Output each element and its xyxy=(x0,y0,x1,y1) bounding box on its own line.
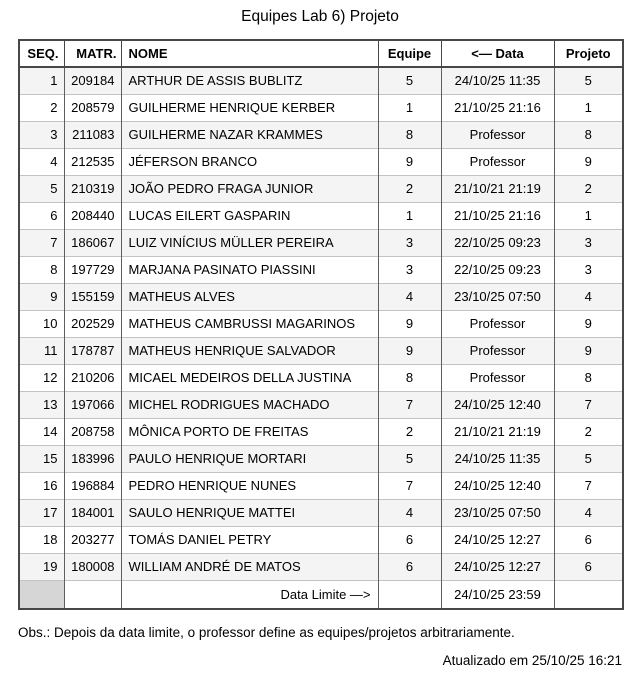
nome-cell: LUCAS EILERT GASPARIN xyxy=(121,202,378,229)
nome-cell: MATHEUS CAMBRUSSI MAGARINOS xyxy=(121,310,378,337)
projeto-cell: 6 xyxy=(554,526,623,553)
equipe-cell: 8 xyxy=(378,121,441,148)
seq-cell: 5 xyxy=(19,175,64,202)
equipe-cell: 5 xyxy=(378,67,441,94)
col-header-seq: SEQ. xyxy=(19,40,64,67)
projeto-cell: 9 xyxy=(554,337,623,364)
nome-cell: MICHEL RODRIGUES MACHADO xyxy=(121,391,378,418)
matr-cell: 209184 xyxy=(64,67,121,94)
data-cell: 24/10/25 11:35 xyxy=(441,67,554,94)
table-row xyxy=(19,499,623,526)
equipe-cell: 7 xyxy=(378,472,441,499)
seq-cell: 11 xyxy=(19,337,64,364)
data-cell: 23/10/25 07:50 xyxy=(441,283,554,310)
equipe-cell: 2 xyxy=(378,418,441,445)
equipe-cell: 5 xyxy=(378,445,441,472)
equipe-cell: 2 xyxy=(378,175,441,202)
table-row xyxy=(19,364,623,391)
footer-matr-cell xyxy=(64,580,121,609)
equipe-cell: 8 xyxy=(378,364,441,391)
matr-cell: 155159 xyxy=(64,283,121,310)
matr-cell: 183996 xyxy=(64,445,121,472)
nome-cell: MARJANA PASINATO PIASSINI xyxy=(121,256,378,283)
data-cell: Professor xyxy=(441,148,554,175)
projeto-cell: 9 xyxy=(554,148,623,175)
col-header-equipe: Equipe xyxy=(378,40,441,67)
seq-cell: 16 xyxy=(19,472,64,499)
table-row xyxy=(19,526,623,553)
matr-cell: 196884 xyxy=(64,472,121,499)
nome-cell: GUILHERME NAZAR KRAMMES xyxy=(121,121,378,148)
data-limite-row xyxy=(19,580,623,609)
projeto-cell: 8 xyxy=(554,364,623,391)
table-row xyxy=(19,337,623,364)
equipe-cell: 6 xyxy=(378,526,441,553)
matr-cell: 208579 xyxy=(64,94,121,121)
seq-cell: 4 xyxy=(19,148,64,175)
matr-cell: 186067 xyxy=(64,229,121,256)
seq-cell: 10 xyxy=(19,310,64,337)
data-cell: 21/10/25 21:16 xyxy=(441,94,554,121)
nome-cell: GUILHERME HENRIQUE KERBER xyxy=(121,94,378,121)
header-row xyxy=(19,40,623,67)
updated-timestamp: Atualizado em 25/10/25 16:21 xyxy=(442,653,622,668)
seq-cell: 7 xyxy=(19,229,64,256)
nome-cell: TOMÁS DANIEL PETRY xyxy=(121,526,378,553)
equipe-cell: 3 xyxy=(378,256,441,283)
nome-cell: MICAEL MEDEIROS DELLA JUSTINA xyxy=(121,364,378,391)
nome-cell: LUIZ VINÍCIUS MÜLLER PEREIRA xyxy=(121,229,378,256)
data-cell: 22/10/25 09:23 xyxy=(441,256,554,283)
projeto-cell: 2 xyxy=(554,175,623,202)
nome-cell: MATHEUS HENRIQUE SALVADOR xyxy=(121,337,378,364)
nome-cell: PEDRO HENRIQUE NUNES xyxy=(121,472,378,499)
matr-cell: 197729 xyxy=(64,256,121,283)
equipe-cell: 1 xyxy=(378,202,441,229)
projeto-cell: 7 xyxy=(554,391,623,418)
nome-cell: MÔNICA PORTO DE FREITAS xyxy=(121,418,378,445)
equipe-cell: 7 xyxy=(378,391,441,418)
data-cell: 24/10/25 12:40 xyxy=(441,391,554,418)
equipe-cell: 1 xyxy=(378,94,441,121)
table-row xyxy=(19,391,623,418)
projeto-cell: 4 xyxy=(554,283,623,310)
projeto-cell: 6 xyxy=(554,553,623,580)
table-row xyxy=(19,283,623,310)
seq-cell: 9 xyxy=(19,283,64,310)
nome-cell: MATHEUS ALVES xyxy=(121,283,378,310)
data-cell: 24/10/25 12:27 xyxy=(441,526,554,553)
matr-cell: 180008 xyxy=(64,553,121,580)
nome-cell: PAULO HENRIQUE MORTARI xyxy=(121,445,378,472)
data-cell: 23/10/25 07:50 xyxy=(441,499,554,526)
data-cell: 21/10/25 21:16 xyxy=(441,202,554,229)
seq-cell: 6 xyxy=(19,202,64,229)
table-row xyxy=(19,229,623,256)
data-cell: Professor xyxy=(441,310,554,337)
equipe-cell: 4 xyxy=(378,499,441,526)
data-cell: Professor xyxy=(441,121,554,148)
data-cell: 22/10/25 09:23 xyxy=(441,229,554,256)
col-header-projeto: Projeto xyxy=(554,40,623,67)
data-cell: 21/10/21 21:19 xyxy=(441,175,554,202)
projeto-cell: 3 xyxy=(554,229,623,256)
equipe-cell: 4 xyxy=(378,283,441,310)
nome-cell: JÉFERSON BRANCO xyxy=(121,148,378,175)
matr-cell: 212535 xyxy=(64,148,121,175)
equipe-cell: 6 xyxy=(378,553,441,580)
table-row xyxy=(19,67,623,94)
seq-cell: 17 xyxy=(19,499,64,526)
equipe-cell: 9 xyxy=(378,337,441,364)
seq-cell: 1 xyxy=(19,67,64,94)
table-row xyxy=(19,445,623,472)
page-title: Equipes Lab 6) Projeto xyxy=(241,8,399,25)
table-row xyxy=(19,175,623,202)
matr-cell: 184001 xyxy=(64,499,121,526)
nome-cell: JOÃO PEDRO FRAGA JUNIOR xyxy=(121,175,378,202)
data-cell: 24/10/25 11:35 xyxy=(441,445,554,472)
equipe-cell: 9 xyxy=(378,310,441,337)
projeto-cell: 5 xyxy=(554,67,623,94)
seq-cell: 14 xyxy=(19,418,64,445)
projeto-cell: 5 xyxy=(554,445,623,472)
projeto-cell: 1 xyxy=(554,94,623,121)
seq-cell: 18 xyxy=(19,526,64,553)
data-cell: Professor xyxy=(441,337,554,364)
table-row xyxy=(19,418,623,445)
equipe-cell: 9 xyxy=(378,148,441,175)
seq-cell: 3 xyxy=(19,121,64,148)
matr-cell: 202529 xyxy=(64,310,121,337)
equipe-cell: 3 xyxy=(378,229,441,256)
col-header-data: <— Data xyxy=(441,40,554,67)
footer-label-cell: Data Limite —> xyxy=(121,580,378,609)
projeto-cell: 9 xyxy=(554,310,623,337)
col-header-nome: NOME xyxy=(121,40,378,67)
footer-seq-cell xyxy=(19,580,64,609)
footer-equipe-cell xyxy=(378,580,441,609)
table-row xyxy=(19,148,623,175)
projeto-cell: 4 xyxy=(554,499,623,526)
matr-cell: 197066 xyxy=(64,391,121,418)
seq-cell: 12 xyxy=(19,364,64,391)
obs-note: Obs.: Depois da data limite, o professor define as equipes/projetos arbitrariamente. xyxy=(18,625,515,640)
seq-cell: 2 xyxy=(19,94,64,121)
matr-cell: 178787 xyxy=(64,337,121,364)
seq-cell: 8 xyxy=(19,256,64,283)
projeto-cell: 2 xyxy=(554,418,623,445)
seq-cell: 19 xyxy=(19,553,64,580)
matr-cell: 210206 xyxy=(64,364,121,391)
nome-cell: WILLIAM ANDRÉ DE MATOS xyxy=(121,553,378,580)
projeto-cell: 8 xyxy=(554,121,623,148)
table-row xyxy=(19,94,623,121)
matr-cell: 203277 xyxy=(64,526,121,553)
table-row xyxy=(19,310,623,337)
matr-cell: 211083 xyxy=(64,121,121,148)
table-row xyxy=(19,121,623,148)
table-row xyxy=(19,256,623,283)
data-cell: 24/10/25 12:27 xyxy=(441,553,554,580)
data-cell: 24/10/25 12:40 xyxy=(441,472,554,499)
projeto-cell: 7 xyxy=(554,472,623,499)
matr-cell: 208440 xyxy=(64,202,121,229)
data-cell: 21/10/21 21:19 xyxy=(441,418,554,445)
footer-projeto-cell xyxy=(554,580,623,609)
matr-cell: 208758 xyxy=(64,418,121,445)
col-header-matr: MATR. xyxy=(64,40,121,67)
equipes-table xyxy=(18,39,624,610)
projeto-cell: 3 xyxy=(554,256,623,283)
nome-cell: ARTHUR DE ASSIS BUBLITZ xyxy=(121,67,378,94)
footer-data-cell: 24/10/25 23:59 xyxy=(441,580,554,609)
table-row xyxy=(19,553,623,580)
seq-cell: 15 xyxy=(19,445,64,472)
data-cell: Professor xyxy=(441,364,554,391)
table-row xyxy=(19,202,623,229)
table-body xyxy=(19,67,623,580)
projeto-cell: 1 xyxy=(554,202,623,229)
matr-cell: 210319 xyxy=(64,175,121,202)
seq-cell: 13 xyxy=(19,391,64,418)
table-row xyxy=(19,472,623,499)
nome-cell: SAULO HENRIQUE MATTEI xyxy=(121,499,378,526)
